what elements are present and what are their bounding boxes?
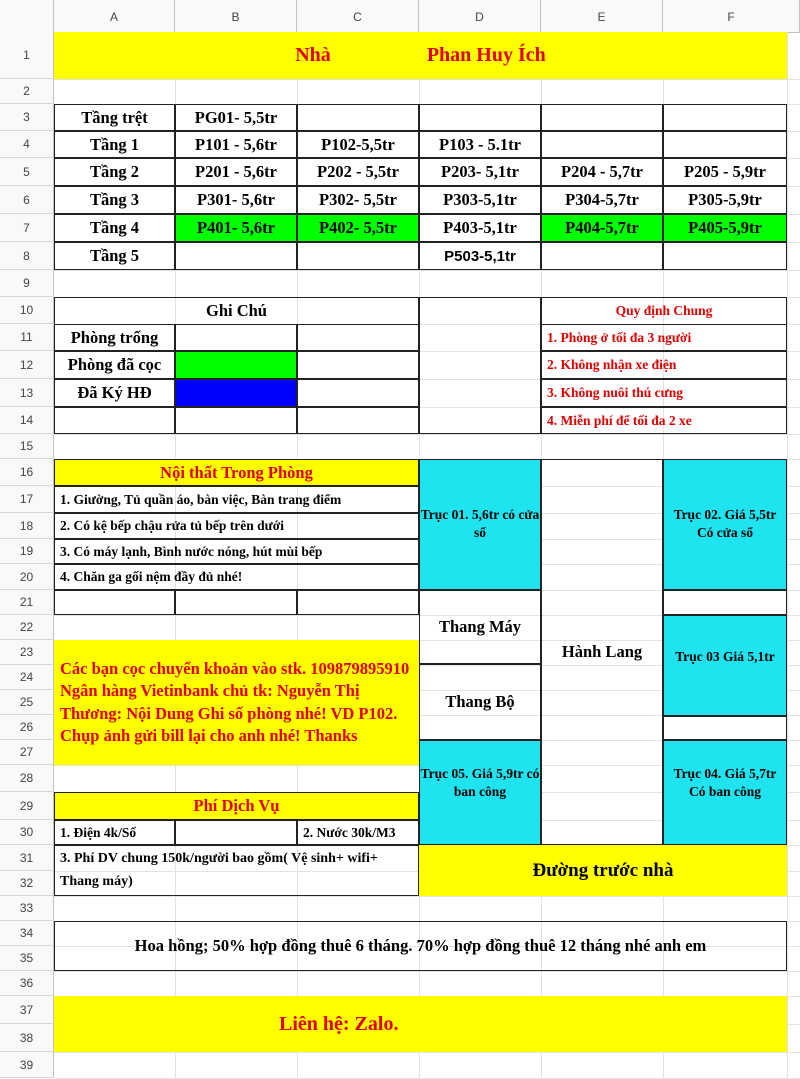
notes-header: Ghi Chú [54, 297, 419, 324]
row-header[interactable]: 14 [0, 407, 54, 434]
row-header[interactable]: 34 [0, 921, 54, 946]
elevator: Thang Máy [419, 590, 541, 664]
floor-label: Tầng 3 [54, 186, 175, 214]
fee-common: 3. Phí DV chung 150k/người bao gồm( Vệ sinh+ wifi+ Thang máy) [54, 845, 419, 896]
row-header[interactable]: 32 [0, 871, 54, 896]
floor-label: Tầng 4 [54, 214, 175, 242]
column-header-e[interactable]: E [541, 0, 663, 32]
room-cell: P102-5,5tr [297, 131, 419, 158]
row-header[interactable]: 24 [0, 665, 54, 690]
room-cell [541, 242, 663, 270]
row-header[interactable]: 37 [0, 996, 54, 1024]
row-header[interactable]: 33 [0, 896, 54, 921]
row-header[interactable]: 5 [0, 158, 54, 186]
column-header-c[interactable]: C [297, 0, 419, 32]
gridline [54, 434, 800, 435]
gridline [54, 270, 800, 271]
room-cell: P202 - 5,5tr [297, 158, 419, 186]
room-cell: P101 - 5,6tr [175, 131, 297, 158]
gridline [787, 32, 788, 1078]
legend-signed-label: Đã Ký HĐ [54, 379, 175, 407]
row-header[interactable]: 16 [0, 459, 54, 486]
truc-05: Trục 05. Giá 5,9tr có ban công [419, 740, 541, 845]
row-header[interactable]: 36 [0, 971, 54, 996]
column-header-f[interactable]: F [663, 0, 800, 32]
hallway: Hành Lang [541, 459, 663, 845]
room-cell: P402- 5,5tr [297, 214, 419, 242]
column-header-b[interactable]: B [175, 0, 297, 32]
gridline [54, 896, 800, 897]
cell [175, 820, 297, 845]
furniture-header: Nội thất Trong Phòng [54, 459, 419, 486]
row-header[interactable]: 27 [0, 740, 54, 765]
row-header[interactable]: 30 [0, 820, 54, 845]
row-header[interactable]: 28 [0, 765, 54, 792]
row-header[interactable]: 21 [0, 590, 54, 615]
row-header[interactable]: 7 [0, 214, 54, 242]
contact-banner: Liên hệ: Zalo. [54, 996, 787, 1052]
legend-empty-swatch [175, 324, 297, 351]
rule-item: 2. Không nhận xe điện [541, 351, 787, 379]
cell [297, 590, 419, 615]
legend-deposit-label: Phòng đã cọc [54, 351, 175, 379]
cell [297, 324, 419, 351]
row-header[interactable]: 26 [0, 715, 54, 740]
furniture-item: 4. Chăn ga gối nệm đầy đủ nhé! [54, 564, 419, 590]
floor-label: Tầng 1 [54, 131, 175, 158]
legend-signed-swatch [175, 379, 297, 407]
room-cell: P303-5,1tr [419, 186, 541, 214]
room-cell: P405-5,9tr [663, 214, 787, 242]
furniture-item: 2. Có kệ bếp chậu rửa tủ bếp trên dưới [54, 513, 419, 539]
row-header[interactable]: 12 [0, 351, 54, 379]
row-header[interactable]: 1 [0, 32, 54, 79]
row-header[interactable]: 39 [0, 1052, 54, 1078]
row-header[interactable]: 22 [0, 615, 54, 640]
rule-item: 4. Miễn phí để tối đa 2 xe [541, 407, 787, 434]
stairs: Thang Bộ [419, 664, 541, 740]
row-header[interactable]: 25 [0, 690, 54, 715]
row-header[interactable]: 8 [0, 242, 54, 270]
fees-header: Phí Dịch Vụ [54, 792, 419, 820]
column-header-d[interactable]: D [419, 0, 541, 32]
room-cell: P403-5,1tr [419, 214, 541, 242]
rule-item: 3. Không nuôi thú cưng [541, 379, 787, 407]
row-header[interactable]: 23 [0, 640, 54, 665]
room-cell: P305-5,9tr [663, 186, 787, 214]
cell [419, 297, 541, 434]
room-cell: P503-5,1tr [419, 242, 541, 270]
street: Đường trước nhà [419, 845, 787, 896]
row-header[interactable]: 35 [0, 946, 54, 971]
room-cell [419, 104, 541, 131]
room-cell: PG01- 5,5tr [175, 104, 297, 131]
truc-03: Trục 03 Giá 5,1tr [663, 615, 787, 716]
column-header-a[interactable]: A [54, 0, 175, 32]
gridline [54, 1052, 800, 1053]
room-cell: P304-5,7tr [541, 186, 663, 214]
title-left: Nhà [295, 44, 331, 66]
row-header[interactable]: 4 [0, 131, 54, 158]
cell [54, 590, 175, 615]
floor-label: Tầng trệt [54, 104, 175, 131]
row-header[interactable]: 38 [0, 1024, 54, 1052]
room-cell [297, 104, 419, 131]
row-header[interactable]: 2 [0, 79, 54, 104]
room-cell [663, 104, 787, 131]
title-banner [54, 32, 787, 79]
room-cell: P205 - 5,9tr [663, 158, 787, 186]
cell [54, 407, 175, 434]
floor-label: Tầng 5 [54, 242, 175, 270]
rules-header: Quy định Chung [541, 297, 787, 324]
room-cell: P203- 5,1tr [419, 158, 541, 186]
truc-01: Trục 01. 5,6tr có cửa sổ [419, 459, 541, 590]
furniture-item: 3. Có máy lạnh, Bình nước nóng, hút mùi bếp [54, 539, 419, 564]
room-cell: P103 - 5.1tr [419, 131, 541, 158]
gridline [54, 971, 800, 972]
payment-instructions: Các bạn cọc chuyển khoản vào stk. 109879895910 Ngân hàng Vietinbank chủ tk: Nguyễn Thị Thương: Nội Dung Ghi số phòng nhé! VD P102. Chụp ảnh gửi bill lại cho anh nhé! Thanks [54, 640, 419, 765]
row-header[interactable]: 20 [0, 564, 54, 590]
legend-empty-label: Phòng trống [54, 324, 175, 351]
cell [663, 590, 787, 615]
truc-04: Trục 04. Giá 5,7tr Có ban công [663, 740, 787, 845]
room-cell: P302- 5,5tr [297, 186, 419, 214]
room-cell: P204 - 5,7tr [541, 158, 663, 186]
commission-note: Hoa hồng; 50% hợp đồng thuê 6 tháng. 70% hợp đồng thuê 12 tháng nhé anh em [54, 921, 787, 971]
furniture-item: 1. Giường, Tủ quần áo, bàn việc, Bàn trang điểm [54, 486, 419, 513]
title-right: Phan Huy Ích [426, 44, 546, 66]
cell [175, 407, 297, 434]
row-header[interactable]: 18 [0, 513, 54, 539]
rule-item: 1. Phòng ở tối đa 3 người [541, 324, 787, 351]
room-cell [663, 242, 787, 270]
floor-label: Tầng 2 [54, 158, 175, 186]
row-header[interactable]: 31 [0, 845, 54, 871]
row-header[interactable]: 10 [0, 297, 54, 324]
fee-water: 2. Nước 30k/M3 [297, 820, 419, 845]
select-all-corner[interactable] [0, 0, 54, 32]
room-cell [663, 131, 787, 158]
row-header[interactable]: 17 [0, 486, 54, 513]
room-cell [297, 242, 419, 270]
row-header[interactable]: 11 [0, 324, 54, 351]
row-header[interactable]: 29 [0, 792, 54, 820]
cell [663, 716, 787, 740]
truc-02: Trục 02. Giá 5,5tr Có cửa sổ [663, 459, 787, 590]
room-cell [541, 131, 663, 158]
room-cell [175, 242, 297, 270]
room-cell: P401- 5,6tr [175, 214, 297, 242]
cell [297, 379, 419, 407]
cell [175, 590, 297, 615]
row-header[interactable]: 3 [0, 104, 54, 131]
row-header[interactable]: 6 [0, 186, 54, 214]
row-header[interactable]: 9 [0, 270, 54, 297]
row-header[interactable]: 13 [0, 379, 54, 407]
cell [297, 407, 419, 434]
room-cell: P201 - 5,6tr [175, 158, 297, 186]
row-header[interactable]: 15 [0, 434, 54, 459]
room-cell: P404-5,7tr [541, 214, 663, 242]
gridline [54, 79, 800, 80]
fee-electric: 1. Điện 4k/Số [54, 820, 175, 845]
legend-deposit-swatch [175, 351, 297, 379]
row-header[interactable]: 19 [0, 539, 54, 564]
cell [297, 351, 419, 379]
room-cell [541, 104, 663, 131]
room-cell: P301- 5,6tr [175, 186, 297, 214]
